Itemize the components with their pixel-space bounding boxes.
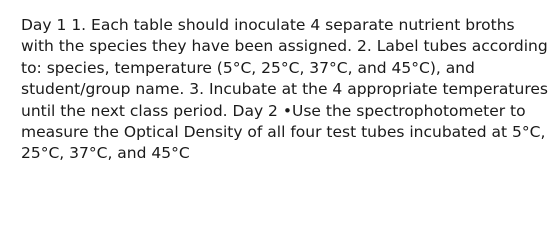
procedure-text: Day 1 1. Each table should inoculate 4 separate nutrient broths with the species they have been assigned. 2. Label tubes according to: species, temperature (5°C, 25°C, 37°C, and 45°C), and student/group name. 3. Incubate at the 4 appropriate temperatures until the next class period. Day 2 •Use the spectrophotometer to measure the Optical Density of all four test tubes incubated at 5°C, 25°C, 37°C, and 45°C bbox=[21, 16, 548, 163]
